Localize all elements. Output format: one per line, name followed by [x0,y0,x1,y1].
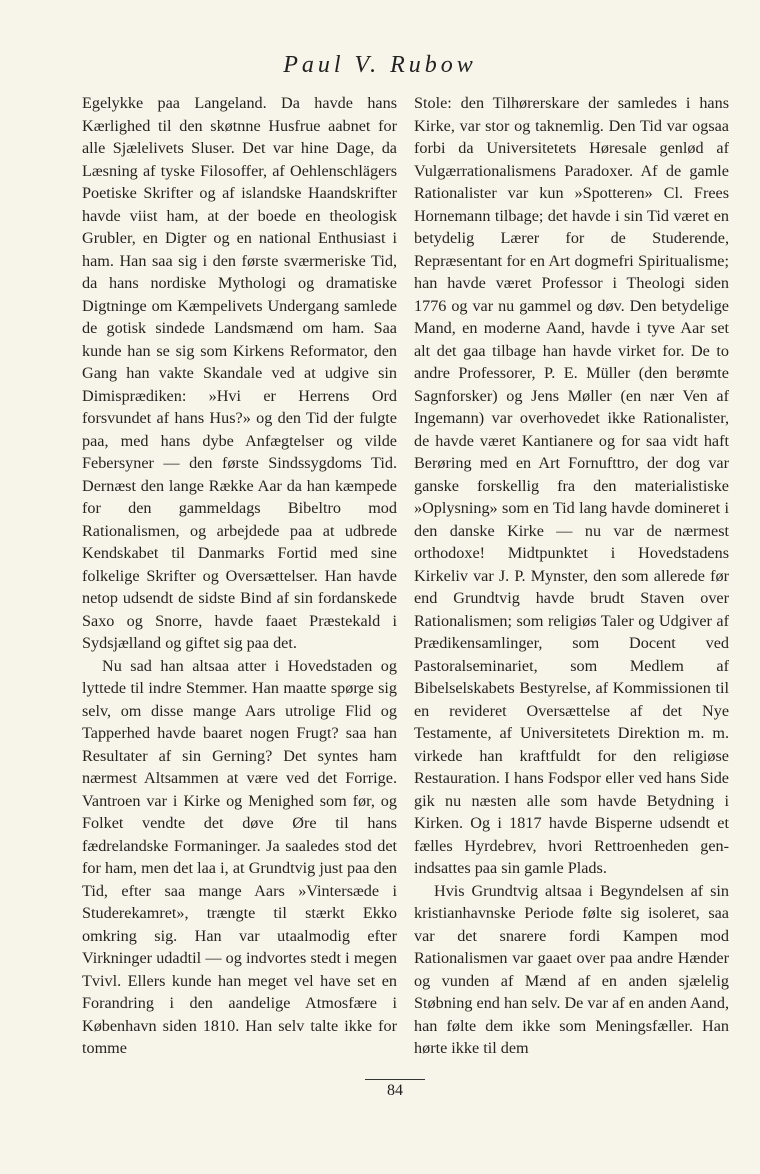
footer-rule [365,1079,425,1080]
left-column [82,92,397,1060]
right-column [414,92,729,1060]
running-head: Paul V. Rubow [283,52,477,78]
paragraph: Hvis Grundtvig altsaa i Begyndelsen af sin kristianhavnske Periode følte sig isoleret, saa var det snarere fordi Kampen mod Rationalismen var gaaet over paa andre Hænder og vunden af Mænd af en anden sjælelig Støbning end han selv. De var af en anden Aand, han følte dem ikke som Meningsfæller. Han hørte ikke til dem [414,881,729,1057]
page-number: 84 [387,1082,403,1099]
paragraph: Stole: den Tilhørerskare der samledes i hans Kirke, var stor og taknemlig. Den Tid var ogsaa forbi da Universitetets Høresale genlød af Vulgærrationalismens Paradoxer. Af de gamle Rationalister var kun »Spotteren» Cl. Frees Hornemann tilbage; det havde i sin Tid været en betydelig Lærer for de Studerende, Repræsentant for en Art dogmefri Spiritualisme; han havde været Professor i Theologi siden 1776 og var nu gammel og døv. Den betydelige Mand, en moderne Aand, havde i tyve Aar set alt det gaa tilbage han havde virket for. De to andre Professorer, P. E. Müller (den berømte Sagnforsker) og Jens Møller (en nær Ven af Ingemann) var overhovedet ikke Rationalister, de havde været Kantianere og for saa vidt haft Berøring med en Art Fornufttro, der dog var ganske forskellig fra den materialistiske »Oplysning» som en Tid lang havde domineret i den danske Kirke — nu var de nærmest orthodoxe! Midtpunktet i Hovedstadens Kirkeliv var J. P. Mynster, den som allerede før end Grundtvig havde brudt Staven over Rationalismen; som religiøs Taler og Udgiver af Prædikensamlinger, som Docent ved Pastoralseminariet, som Medlem af Bibelselskabets Bestyrelse, af Kommissionen til en revideret Oversættelse af det Nye Testamente, af Universitetets Direktion m. m. virkede han kraftfuldt for den religiøse Restauration. I hans Fodspor eller ved hans Side gik nu næsten alle som havde Betydning i Kirken. Og i 1817 havde Bisperne udsendt et fælles Hyrdebrev, hvori Rettroenheden genindsattes paa sin gamle Plads. [414,94,729,877]
paragraph: Nu sad han altsaa atter i Hovedstaden og lyttede til indre Stemmer. Han maatte spørge sig selv, om disse mange Aars utrolige Flid og Tapperhed havde baaret nogen Frugt? saa han Resultater af sin Gerning? Det syntes ham nærmest Altsammen at være ved det Forrige. Vantroen var i Kirke og Menighed som før, og Folket vendte det døve Øre til hans fædrelandske Formaninger. Ja saaledes stod det for ham, men det laa i, at Grundtvig just paa den Tid, efter saa mange Aars »Vintersæde i Studerekamret», trængte til stærkt Ekko omkring sig. Han var utaalmodig efter Virkninger udadtil — og indvortes stedt i megen Tvivl. Ellers kunde han meget vel have set en Forandring i den aandelige Atmosfære i København siden 1810. Han selv talte ikke for tomme [82,656,397,1057]
paragraph: Egelykke paa Langeland. Da havde hans Kærlighed til den skøtnne Husfrue aabnet for alle Sjælelivets Sluser. Det var hine Dage, da Læsning af tyske Filosoffer, af Oehlenschlägers Poetiske Skrifter og af islandske Haandskrifter havde viist ham, at der boede en theologisk Grubler, en Digter og en national Enthusiast i ham. Han saa sig i den første sværmeriske Tid, da hans nordiske Mythologi og dramatiske Digtninge om Kæmpelivets Undergang samlede de gotisk sindede Landsmænd om ham. Saa kunde han se sig som Kirkens Reformator, den Gang han vakte Skandale ved at udgive sin Dimisprædiken: »Hvi er Herrens Ord forsvundet af hans Hus?» og den Tid der fulgte paa, med hans dybe Anfægtelser og vilde Febersyner — den første Sindssygdoms Tid. Dernæst den lange Række Aar da han kæmpede for den gammeldags Bibeltro mod Rationalismen, og arbejdede paa at udbrede Kendskabet til Danmarks Fortid med sine folkelige Skrifter og Oversættelser. Han havde netop udsendt de sidste Bind af sin fordanskede Saxo og Snorre, havde faaet Præstekald i Sydsjælland og giftet sig paa det. [82,94,397,652]
